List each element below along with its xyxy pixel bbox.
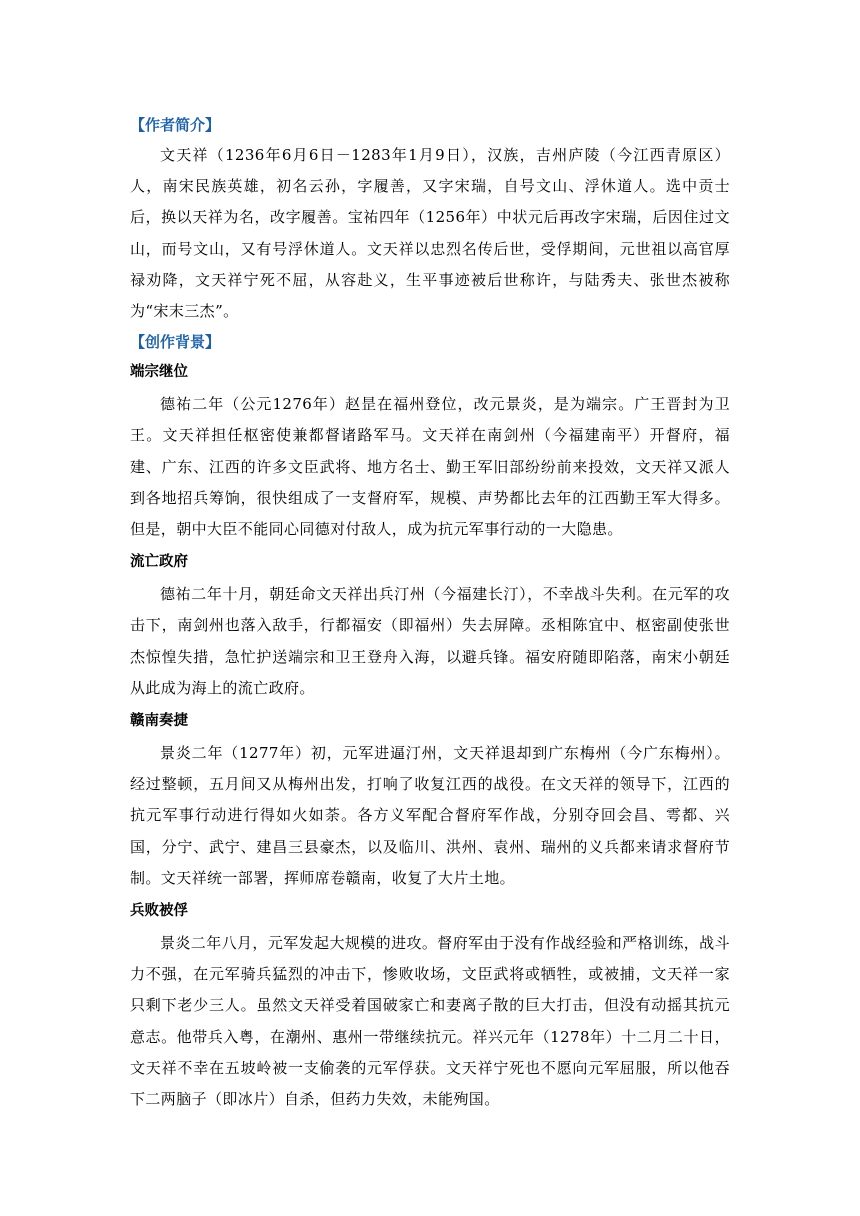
document-body xyxy=(130,112,730,1117)
subheading-defeat-capture: 兵败被俘 xyxy=(130,903,188,920)
subheading-gannan-victory: 赣南奏捷 xyxy=(130,713,188,730)
author-intro-heading: 【作者简介】 xyxy=(130,116,221,134)
author-intro-paragraph: 文天祥（1236年6月6日－1283年1月9日），汉族，吉州庐陵（今江西青原区）人，南宋民族英雄，初名云孙，字履善，又字宋瑞，自号文山、浮休道人。选中贡士后，换以天祥为名，改字履善。宝祐四年（1256年）中状元后再改字宋瑞，后因住过文山，而号文山，又有号浮休道人。文天祥以忠烈名传后世，受俘期间，元世祖以高官厚禄劝降，文天祥宁死不屈，从容赴义，生平事迹被后世称许，与陆秀夫、张世杰被称为“宋末三杰”。 xyxy=(130,146,730,321)
paragraph-exile-government: 德祐二年十月，朝廷命文天祥出兵汀州（今福建长汀），不幸战斗失利。在元军的攻击下，南剑州也落入敌手，行都福安（即福州）失去屏障。丞相陈宜中、枢密副使张世杰惊惶失措，急忙护送端宗和卫王登舟入海，以避兵锋。福安府随即陷落，南宋小朝廷从此成为海上的流亡政府。 xyxy=(130,585,730,697)
paragraph-defeat-capture: 景炎二年八月，元军发起大规模的进攻。督府军由于没有作战经验和严格训练，战斗力不强，在元军骑兵猛烈的冲击下，惨败收场，文臣武将或牺牲，或被捕，文天祥一家只剩下老少三人。虽然文天祥受着国破家亡和妻离子散的巨大打击，但没有动摇其抗元意志。他带兵入粤，在潮州、惠州一带继续抗元。祥兴元年（1278年）十二月二十日，文天祥不幸在五坡岭被一支偷袭的元军俘获。文天祥宁死也不愿向元军屈服，所以他吞下二两脑子（即冰片）自杀，但药力失效，未能殉国。 xyxy=(130,934,730,1109)
paragraph-gannan-victory: 景炎二年（1277年）初，元军进逼汀州，文天祥退却到广东梅州（今广东梅州）。经过整顿，五月间又从梅州出发，打响了收复江西的战役。在文天祥的领导下，江西的抗元军事行动进行得如火如荼。各方义军配合督府军作战，分别夺回会昌、雩都、兴国，分宁、武宁、建昌三县豪杰，以及临川、洪州、袁州、瑞州的义兵都来请求督府节制。文天祥统一部署，挥师席卷赣南，收复了大片土地。 xyxy=(130,744,730,887)
paragraph-duanzong-accession: 德祐二年（公元1276年）赵昰在福州登位，改元景炎，是为端宗。广王晋封为卫王。文天祥担任枢密使兼都督诸路军马。文天祥在南剑州（今福建南平）开督府，福建、广东、江西的许多文臣武将、地方名士、勤王军旧部纷纷前来投效，文天祥又派人到各地招兵筹饷，很快组成了一支督府军，规模、声势都比去年的江西勤王军大得多。但是，朝中大臣不能同心同德对付敌人，成为抗元军事行动的一大隐患。 xyxy=(130,395,730,539)
background-heading: 【创作背景】 xyxy=(130,333,221,352)
subheading-duanzong-accession: 端宗继位 xyxy=(130,364,188,381)
subheading-exile-government: 流亡政府 xyxy=(130,554,188,571)
